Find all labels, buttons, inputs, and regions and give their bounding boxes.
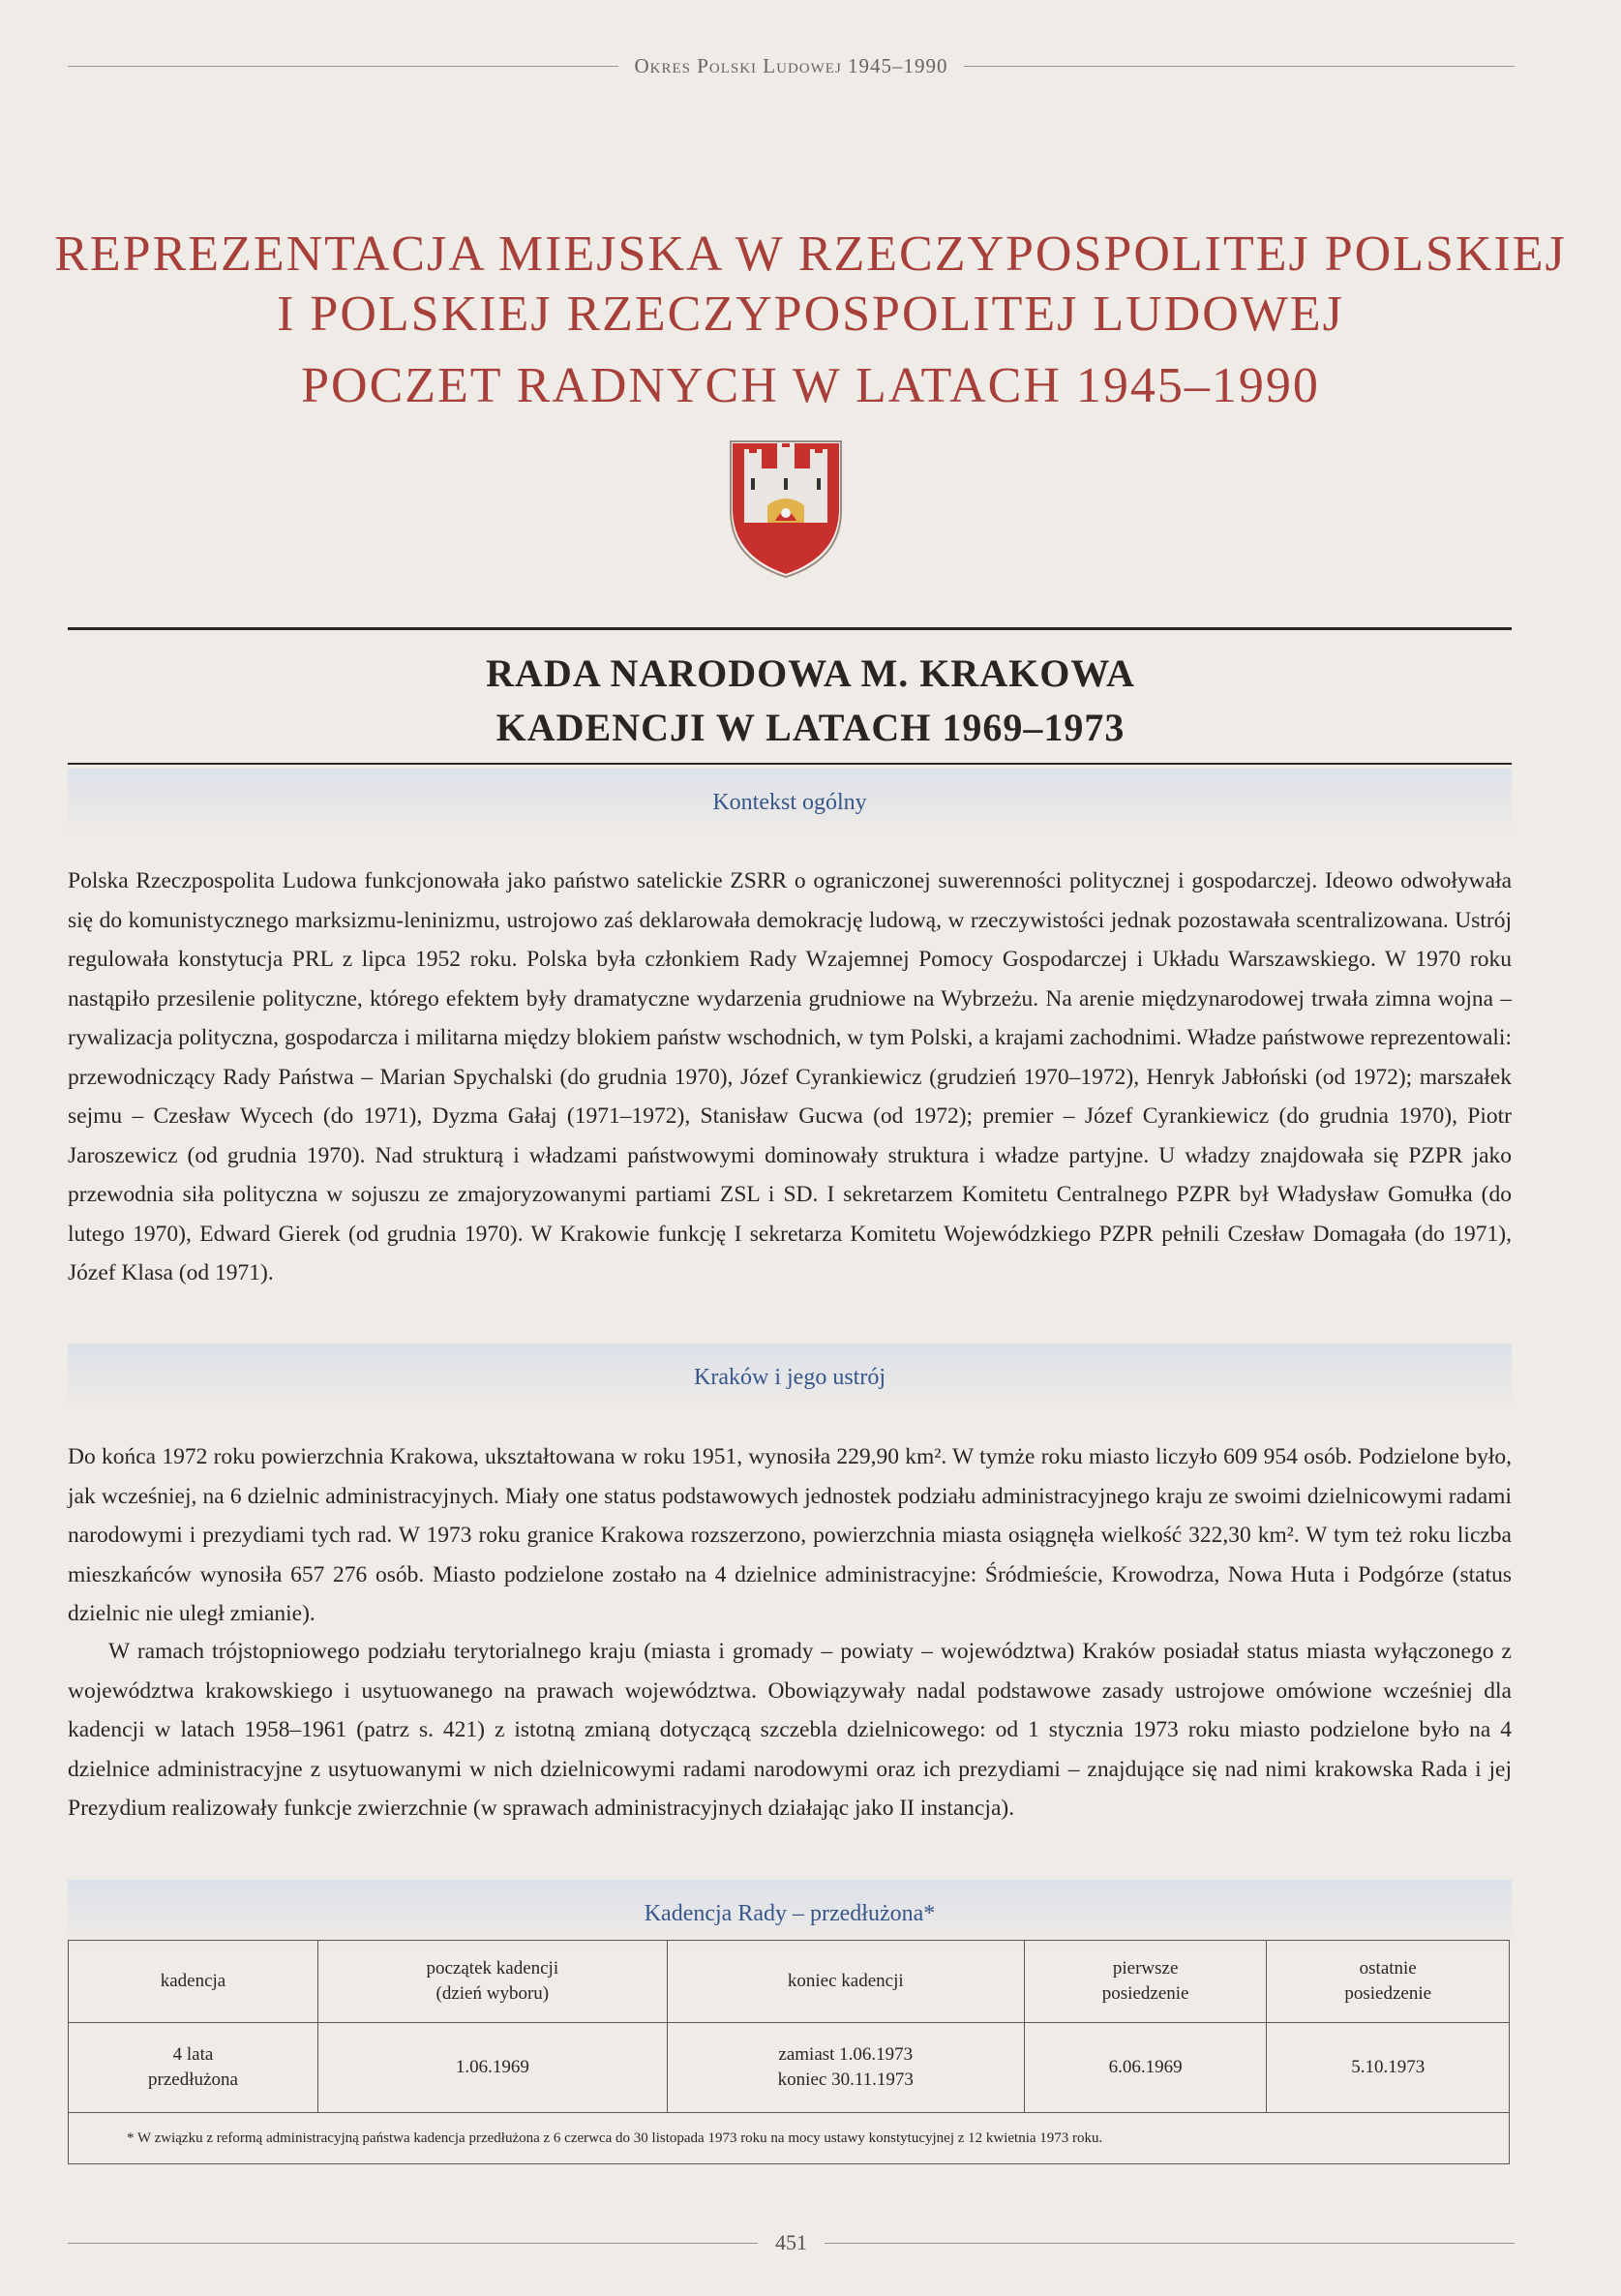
section-heading-context: Kontekst ogólny: [68, 769, 1512, 836]
city-paragraph-1: Do końca 1972 roku powierzchnia Krakowa, ukształtowana w roku 1951, wynosiła 229,90 km². W tymże roku miasto liczyło 609 954 osób. Podzielone było, jak wcześniej, na 6 dzielnic administracyjnych. Miały one status podstawowych jednostek podziału administracyjnego kraju ze swoimi dzielnicowymi radami narodowymi i prezydiami tych rad. W 1973 roku granice Krakowa rozszerzono, powierzchnia miasta osiągnęła wielkość 322,30 km². W tym też roku liczba mieszkańców wynosiła 657 276 osób. Miasto podzielone zostało na 4 dzielnice administracyjne: Śródmieście, Krowodrza, Nowa Huta i Podgórze (status dzielnic nie uległ zmianie).: [68, 1444, 1512, 1626]
header-rule-left: [68, 66, 618, 67]
table-header-cell: początek kadencji (dzień wyboru): [317, 1941, 667, 2023]
footer-rule-left: [68, 2243, 758, 2244]
council-title: [0, 647, 1621, 755]
page-title: [0, 225, 1621, 345]
table-cell: 4 lata przedłużona: [69, 2023, 318, 2113]
section-heading-term: Kadencja Rady – przedłużona*: [68, 1880, 1512, 1948]
council-title-line-1: RADA NARODOWA M. KRAKOWA: [486, 651, 1135, 695]
context-paragraph: Polska Rzeczpospolita Ludowa funkcjonowała jako państwo satelickie ZSRR o ograniczonej suwerenności politycznej i gospodarczej. Ideowo odwoływała się do komunistycznego marksizmu-leninizmu, ustrojowo zaś deklarowała demokrację ludową, w rzeczywistości jednak pozostawała scentralizowana. Ustrój regulowała konstytucja PRL z lipca 1952 roku. Polska była członkiem Rady Wzajemnej Pomocy Gospodarczej i Układu Warszawskiego. W 1970 roku nastąpiło przesilenie polityczne, którego efektem były dramatyczne wydarzenia grudniowe na Wybrzeżu. Na arenie międzynarodowej trwała zimna wojna – rywalizacja polityczna, gospodarcza i militarna między blokiem państw wschodnich, w tym Polski, a krajami zachodnimi. Władze państwowe reprezentowali: przewodniczący Rady Państwa – Marian Spychalski (do grudnia 1970), Józef Cyrankiewicz (grudzień 1970–1972), Henryk Jabłoński (od 1972); marszałek sejmu – Czesław Wycech (do 1971), Dyzma Gałaj (1971–1972), Stanisław Gucwa (od 1972); premier – Józef Cyrankiewicz (do grudnia 1970), Piotr Jaroszewicz (od grudnia 1970). Nad strukturą i władzami państwowymi dominowały struktura i władze partyjne. U władzy znajdowała się PZPR jako przewodnia siła polityczna w sojuszu ze zmajoryzowanymi partiami ZSL i SD. I sekretarzem Komitetu Centralnego PZPR był Władysław Gomułka (do lutego 1970), Edward Gierek (od grudnia 1970). W Krakowie funkcję I sekretarza Komitetu Wojewódzkiego PZPR pełnili Czesław Domagała (do 1971), Józef Klasa (od 1971).: [68, 868, 1512, 1285]
rule-bottom: [68, 763, 1512, 765]
page-number: 451: [775, 2230, 807, 2254]
table-header-cell: pierwsze posiedzenie: [1024, 1941, 1267, 2023]
term-table: [68, 1940, 1510, 2164]
table-header-row: [69, 1941, 1510, 2023]
page-subtitle: POCZET RADNYCH W LATACH 1945–1990: [301, 358, 1320, 413]
table-footnote-row: [69, 2113, 1510, 2164]
table-cell: 6.06.1969: [1024, 2023, 1267, 2113]
title-line-1: REPREZENTACJA MIEJSKA W RZECZYPOSPOLITEJ POLSKIEJ: [54, 227, 1567, 282]
table-header-cell: ostatnie posiedzenie: [1267, 1941, 1510, 2023]
city-paragraph-2: W ramach trójstopniowego podziału terytorialnego kraju (miasta i gromady – powiaty – województwa) Kraków posiadał status miasta wyłączonego z województwa krakowskiego i usytuowanego na prawach województwa. Obowiązywały nadal podstawowe zasady ustrojowe omówione wcześniej dla kadencji w latach 1958–1961 (patrz s. 421) z istotną zmianą dotyczącą szczebla dzielnicowego: od 1 stycznia 1973 roku miasto podzielone było na 4 dzielnice administracyjne z usytuowanymi w nich dzielnicowymi radami narodowymi oraz ich prezydiami – znajdujące się nad nimi krakowska Rada i jej Prezydium realizowały funkcje zwierzchnie (w sprawach administracyjnych działając jako II instancja).: [68, 1639, 1512, 1821]
table-cell: 5.10.1973: [1267, 2023, 1510, 2113]
table-row: [69, 2023, 1510, 2113]
krakow-crest-icon: [723, 436, 849, 581]
running-head: [68, 54, 1515, 78]
running-head-text: Okres Polski Ludowej 1945–1990: [634, 54, 948, 77]
table-header-cell: koniec kadencji: [667, 1941, 1024, 2023]
title-line-2: I POLSKIEJ RZECZYPOSPOLITEJ LUDOWEJ: [277, 287, 1344, 342]
header-rule-right: [964, 66, 1515, 67]
table-footnote: * W związku z reformą administracyjną państwa kadencja przedłużona z 6 czerwca do 30 listopada 1973 roku na mocy ustawy konstytucyjnej z 12 kwietnia 1973 roku.: [69, 2113, 1510, 2164]
council-title-line-2: KADENCJI W LATACH 1969–1973: [495, 706, 1126, 749]
footer-rule-right: [825, 2243, 1515, 2244]
table-cell: 1.06.1969: [317, 2023, 667, 2113]
table-header-cell: kadencja: [69, 1941, 318, 2023]
page-footer: [68, 2230, 1515, 2255]
rule-top: [68, 627, 1512, 630]
section-heading-city: Kraków i jego ustrój: [68, 1344, 1512, 1411]
table-cell: zamiast 1.06.1973 koniec 30.11.1973: [667, 2023, 1024, 2113]
